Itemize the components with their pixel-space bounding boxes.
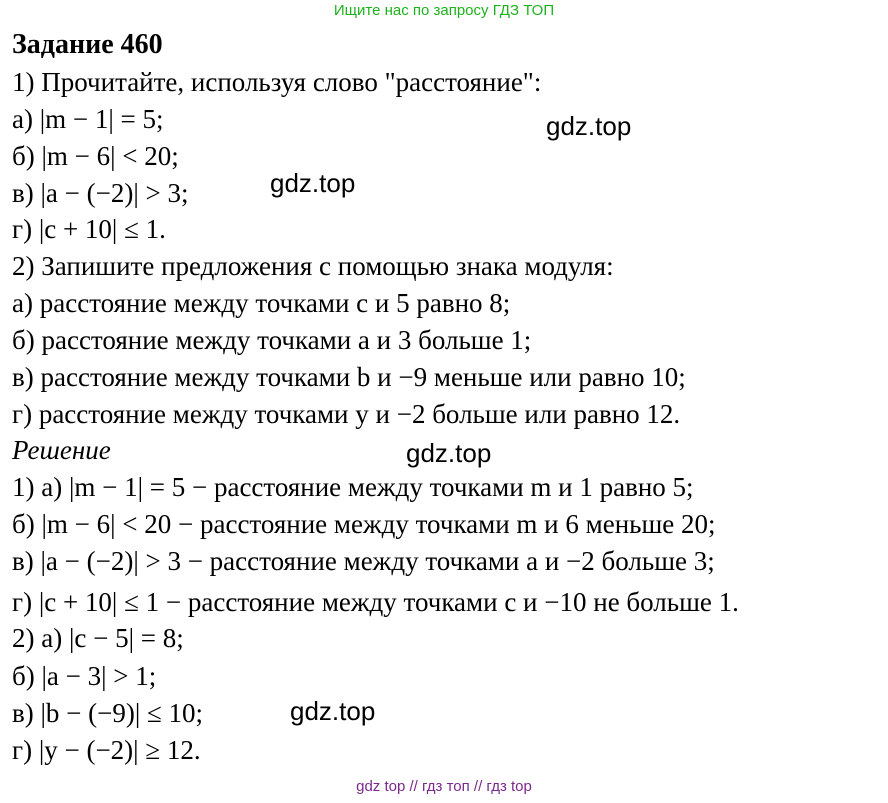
solution-line: 1) а) |m − 1| = 5 − расстояние между точками m и 1 равно 5; [12,472,694,502]
task-line: а) |m − 1| = 5; [12,104,164,134]
solution-line: в) |b − (−9)| ≤ 10; [12,698,204,728]
task-line: в) |a − (−2)| > 3; [12,178,189,208]
solution-line: б) |a − 3| > 1; [12,661,157,691]
task-line: б) |m − 6| < 20; [12,141,179,171]
watermark: gdz.top [270,168,356,198]
solution-line: г) |c + 10| ≤ 1 − расстояние между точками c и −10 не больше 1. [12,587,739,617]
task-line: б) расстояние между точками a и 3 больше 1; [12,325,532,355]
task-title: Задание 460 [12,29,163,60]
watermark: gdz.top [406,438,492,468]
watermark: gdz.top [290,696,376,726]
solution-line: г) |y − (−2)| ≥ 12. [12,735,201,765]
task-line: 1) Прочитайте, используя слово "расстояние": [12,67,542,97]
task-line: г) расстояние между точками y и −2 больше или равно 12. [12,399,681,429]
footer-links: gdz top // гдз топ // гдз top [356,778,532,795]
task-line: а) расстояние между точками c и 5 равно 8; [12,288,511,318]
solution-line: в) |a − (−2)| > 3 − расстояние между точками a и −2 больше 3; [12,546,715,576]
task-line: 2) Запишите предложения с помощью знака модуля: [12,251,614,281]
task-line: в) расстояние между точками b и −9 меньше или равно 10; [12,362,686,392]
solution-line: 2) а) |c − 5| = 8; [12,623,184,653]
top-banner: Ищите нас по запросу ГДЗ ТОП [333,2,555,19]
watermark: gdz.top [546,111,632,141]
solution-heading: Решение [12,435,111,465]
task-line: г) |c + 10| ≤ 1. [12,214,166,244]
solution-line: б) |m − 6| < 20 − расстояние между точками m и 6 меньше 20; [12,509,716,539]
